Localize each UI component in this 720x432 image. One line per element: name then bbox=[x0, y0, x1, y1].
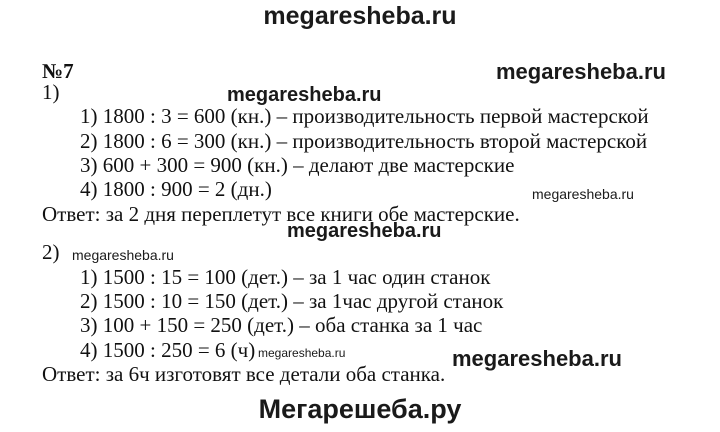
part2-step-4: 4) 1500 : 250 = 6 (ч) bbox=[80, 338, 256, 362]
part2-step-3: 3) 100 + 150 = 250 (дет.) – оба станка за 1 час bbox=[80, 313, 483, 337]
watermark-right-small: megaresheba.ru bbox=[532, 186, 634, 202]
problem-number: №7 bbox=[42, 59, 74, 83]
part2-answer: Ответ: за 6ч изготовят все детали оба станка. bbox=[42, 362, 446, 386]
part1-step-1: 1) 1800 : 3 = 600 (кн.) – производительность первой мастерской bbox=[80, 104, 649, 128]
part2-step-2: 2) 1500 : 10 = 150 (дет.) – за 1час другой станок bbox=[80, 289, 504, 313]
part1-step-3: 3) 600 + 300 = 900 (кн.) – делают две мастерские bbox=[80, 153, 515, 177]
footer-brand: Мегарешеба.ру bbox=[258, 394, 462, 424]
watermark-top-right: megaresheba.ru bbox=[496, 59, 666, 84]
watermark-part1-inline: megaresheba.ru bbox=[227, 84, 382, 106]
part2-label: 2) bbox=[42, 240, 60, 264]
header-watermark: megaresheba.ru bbox=[263, 2, 457, 30]
part2-step-1: 1) 1500 : 15 = 100 (дет.) – за 1 час один станок bbox=[80, 265, 491, 289]
watermark-part2-inline: megaresheba.ru bbox=[72, 247, 174, 263]
watermark-middle: megaresheba.ru bbox=[287, 220, 442, 242]
part1-answer: Ответ: за 2 дня переплетут все книги обе мастерские. bbox=[42, 202, 520, 226]
watermark-bottom-right: megaresheba.ru bbox=[452, 346, 622, 371]
watermark-step-tiny: megaresheba.ru bbox=[258, 346, 346, 360]
part1-step-2: 2) 1800 : 6 = 300 (кн.) – производительность второй мастерской bbox=[80, 129, 648, 153]
part1-label: 1) bbox=[42, 80, 60, 104]
part1-step-4: 4) 1800 : 900 = 2 (дн.) bbox=[80, 177, 272, 201]
